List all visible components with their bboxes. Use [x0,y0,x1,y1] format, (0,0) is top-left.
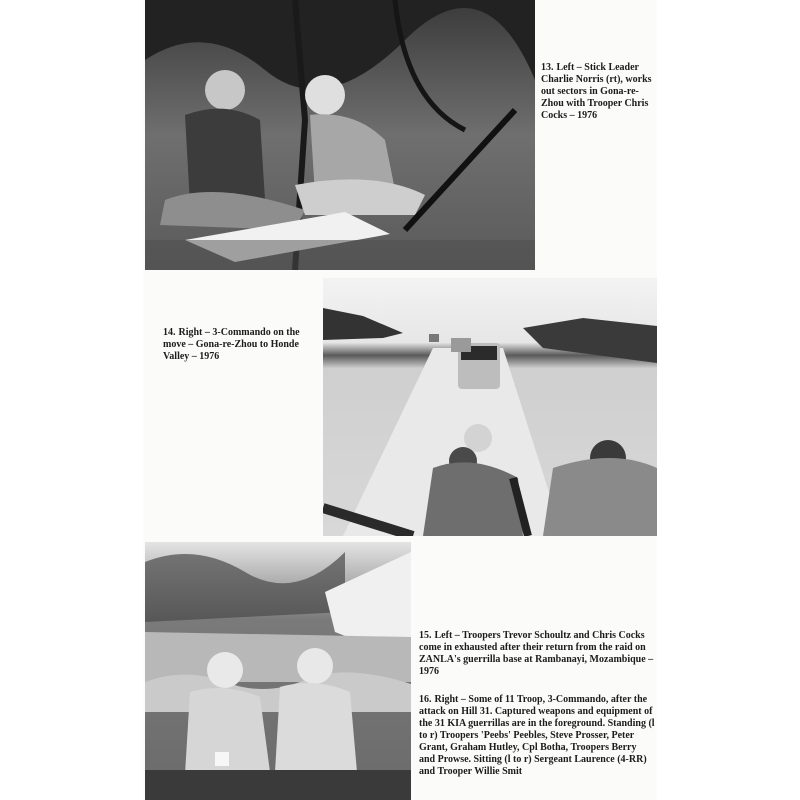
photo-14-image [323,278,657,536]
photo-13 [145,0,535,270]
caption-14 [163,327,323,363]
caption-16 [419,694,655,778]
photo-14 [323,278,657,536]
caption-15-number: 15. [419,630,432,641]
caption-15-text: Left – Troopers Trevor Schoultz and Chris Cocks come in exhausted after their return from the raid on ZANLA's guerrilla base at Rambanayi, Mozambique – 1976 [419,630,654,677]
caption-16-text: Right – Some of 11 Troop, 3-Commando, after the attack on Hill 31. Captured weapons and equipment of the 31 KIA guerrillas are in the foreground. Standing (l to r) Troopers 'Peebs' Peebles, Steve Prosser, Peter Grant, Graham Hutley, Cpl Botha, Troopers Berry and Prowse. Sitting (l to r) Sergeant Laurence (4-RR) and Trooper Willie Smit [419,694,655,777]
caption-13-text: Left – Stick Leader Charlie Norris (rt), works out sectors in Gona-re-Zhou with Trooper Chris Cocks – 1976 [541,62,652,121]
caption-14-text: Right – 3-Commando on the move – Gona-re-Zhou to Honde Valley – 1976 [163,327,300,362]
caption-15 [419,630,655,678]
caption-14-number: 14. [163,327,176,338]
photo-13-image [145,0,535,270]
caption-13-number: 13. [541,62,554,73]
photo-15 [145,542,411,800]
book-page [143,0,657,800]
caption-13 [541,62,653,122]
caption-16-number: 16. [419,694,432,705]
photo-15-image [145,542,411,800]
